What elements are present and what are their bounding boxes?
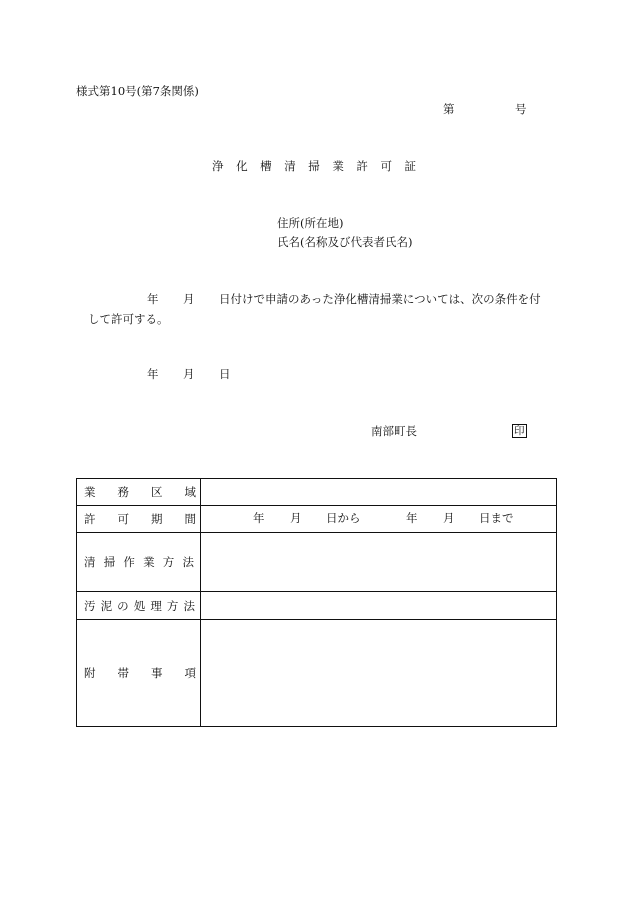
additional-conditions-value[interactable]: [201, 620, 557, 727]
label-char: 掃: [103, 555, 116, 569]
issue-month: 月: [183, 367, 195, 381]
period-from-year: 年: [253, 511, 265, 525]
label-char: 業: [143, 555, 155, 569]
seal-mark: [512, 424, 527, 438]
doc-number-prefix: 第: [443, 102, 455, 116]
period-from-month: 月: [290, 511, 302, 525]
label-char: 理: [150, 598, 162, 613]
cleaning-method-value[interactable]: [201, 533, 557, 592]
row-label: [77, 533, 201, 592]
table-row: [77, 533, 557, 592]
title-char: 証: [404, 159, 416, 173]
sludge-disposal-value[interactable]: [201, 592, 557, 620]
title-char: 槽: [260, 159, 272, 173]
label-char: 泥: [100, 598, 113, 613]
period-to-year: 年: [406, 511, 418, 525]
label-char: 処: [133, 598, 146, 613]
label-char: 清: [84, 555, 96, 569]
title-char: 掃: [308, 159, 320, 173]
business-area-value[interactable]: [201, 479, 557, 506]
period-to-month: 月: [443, 511, 455, 525]
title-char: 清: [284, 159, 296, 173]
label-char: 作: [123, 555, 135, 569]
label-char: 方: [166, 598, 179, 613]
form-number: 様式第10号(第7条関係): [76, 84, 199, 98]
label-char: 業: [84, 485, 96, 499]
row-label: [77, 620, 201, 727]
table-row: [77, 479, 557, 506]
title-char: 可: [380, 159, 392, 173]
name-label: 氏名(名称及び代表者氏名): [277, 235, 413, 249]
label-char: 期: [151, 512, 163, 526]
row-label: [77, 592, 201, 620]
label-char: 項: [184, 666, 196, 680]
body-text-line1: 日付けで申請のあった浄化槽清掃業については、次の条件を付: [219, 292, 541, 306]
label-char: の: [117, 598, 129, 613]
title-char: 許: [356, 159, 368, 173]
seal-label: 印: [514, 425, 525, 437]
title-char: 化: [236, 159, 248, 173]
label-char: 許: [84, 512, 96, 526]
label-char: 可: [117, 512, 129, 526]
label-char: 附: [84, 666, 96, 680]
row-label: [77, 506, 201, 533]
label-char: 帯: [117, 666, 129, 680]
issuer-title: 南部町長: [371, 424, 417, 438]
permit-period-value[interactable]: [201, 506, 557, 533]
issue-year: 年: [147, 367, 159, 381]
title-char: 業: [332, 159, 344, 173]
period-to-day: 日まで: [479, 511, 514, 525]
label-char: 事: [151, 666, 163, 680]
table-row: [77, 620, 557, 727]
label-char: 域: [184, 485, 196, 499]
label-char: 汚: [84, 598, 96, 613]
table-row: [77, 592, 557, 620]
body-text-line2: して許可する。: [88, 312, 169, 326]
row-label: [77, 479, 201, 506]
label-char: 務: [117, 485, 129, 499]
address-label: 住所(所在地): [277, 216, 344, 230]
title-char: 浄: [212, 159, 224, 173]
label-char: 法: [183, 598, 195, 613]
conditions-table: [76, 478, 557, 727]
body-month: 月: [183, 292, 195, 306]
period-from-day: 日から: [326, 511, 361, 525]
page-title: [212, 161, 416, 173]
label-char: 間: [184, 512, 196, 526]
table-row: [77, 506, 557, 533]
label-char: 区: [151, 485, 163, 499]
label-char: 法: [182, 555, 194, 569]
issue-day: 日: [219, 367, 231, 381]
doc-number-suffix: 号: [515, 102, 527, 116]
body-year: 年: [147, 292, 159, 306]
label-char: 方: [162, 555, 175, 569]
